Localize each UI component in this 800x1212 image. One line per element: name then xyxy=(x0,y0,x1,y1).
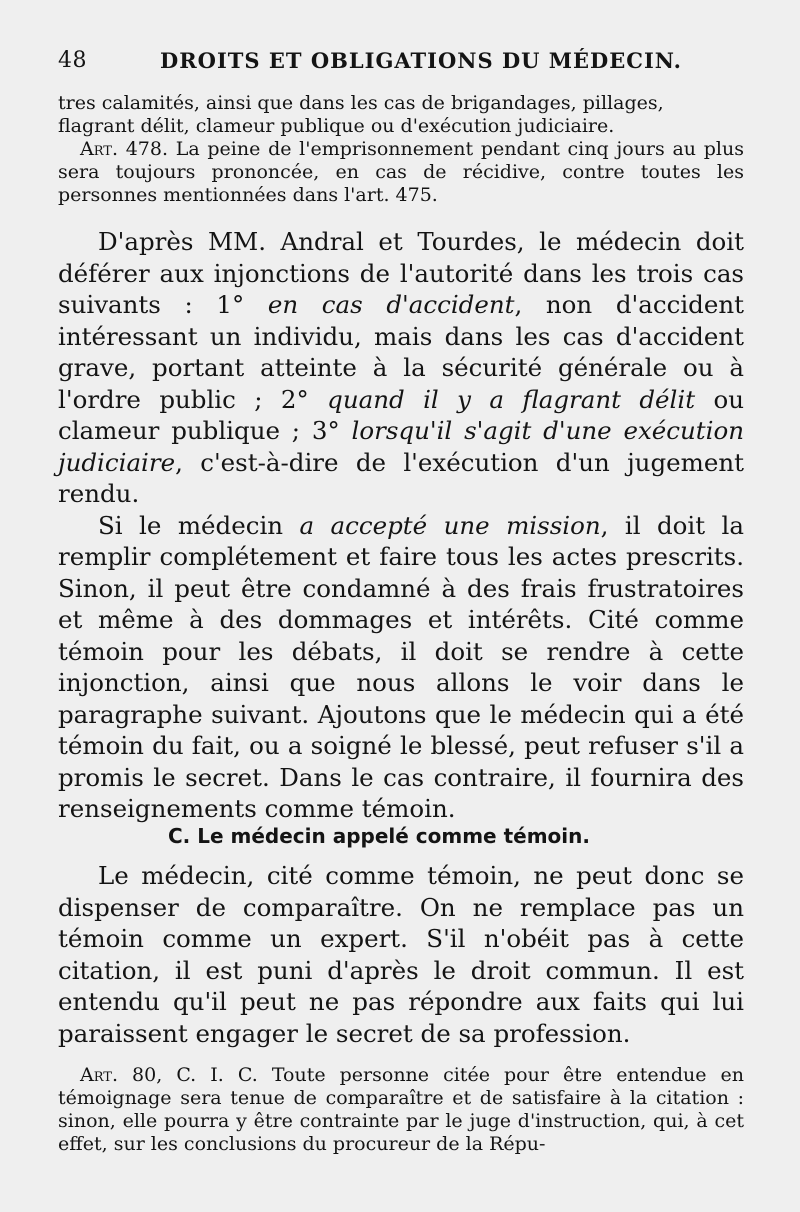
running-title: DROITS ET OBLIGATIONS DU MÉDECIN. xyxy=(160,48,682,73)
article-478 xyxy=(58,138,744,207)
para2-text-2: , il doit la remplir complétement et faire tous les actes prescrits. Sinon, il peut être condamné à des frais frustratoires et même à des dommages et intérêts. Cité comme témoin pour les débats, il doit se rendre à cette injonction, ainsi que nous allons le voir dans le paragraphe suivant. Ajoutons que le médecin qui a été témoin du fait, ou a soigné le blessé, peut refuser s'il a promis le secret. Dans le cas contraire, il fournira des renseignements comme témoin. xyxy=(58,510,744,823)
section-heading: C. Le médecin appelé comme témoin. xyxy=(168,824,590,848)
article-478-text: La peine de l'emprisonnement pendant cinq jours au plus sera toujours prononcée, en cas de récidive, contre toutes les personnes mentionnées dans l'art. 475. xyxy=(58,138,744,206)
top-note-line-2: flagrant délit, clameur publique ou d'exécution judiciaire. xyxy=(58,115,615,137)
paragraph-mission xyxy=(58,510,744,825)
article-80-label: Art. 80, C. I. C. xyxy=(80,1064,258,1086)
main-text-upper xyxy=(58,226,744,825)
paragraph-andral-tourdes xyxy=(58,226,744,510)
top-note-line-1: tres calamités, ainsi que dans les cas de brigandages, pillages, xyxy=(58,92,664,114)
page-header xyxy=(56,44,746,78)
main-text-lower xyxy=(58,860,744,1049)
top-footnote-text xyxy=(58,92,744,207)
article-80 xyxy=(58,1064,744,1156)
para1-text-3: ou clameur publique ; 3° xyxy=(58,384,744,445)
page-number: 48 xyxy=(58,48,87,73)
article-478-label: Art. 478. xyxy=(80,138,169,160)
para1-italic-2: quand il y a flagrant délit xyxy=(327,384,696,414)
para1-text-1: D'après MM. Andral et Tourdes, le médecin doit déférer aux injonctions de l'autorité dans les trois cas suivants : 1° xyxy=(58,227,744,319)
paragraph-temoin: Le médecin, cité comme témoin, ne peut donc se dispenser de comparaître. On ne remplace pas un témoin comme un expert. S'il n'obéit pas à cette citation, il est puni d'après le droit commun. Il est entendu qu'il peut ne pas répondre aux faits qui lui paraissent engager le secret de sa profession. xyxy=(58,861,744,1048)
article-80-text: Toute personne citée pour être entendue en témoignage sera tenue de comparaître et de satisfaire à la citation : sinon, elle pourra y être contrainte par le juge d'instruction, qui, à cet effet, sur les conclusions du procureur de la Répu- xyxy=(58,1064,744,1155)
para2-text-1: Si le médecin xyxy=(98,510,300,540)
bottom-footnote-text xyxy=(58,1064,744,1156)
para1-italic-1: en cas d'accident xyxy=(267,290,515,319)
para1-italic-3: lorsqu'il s'agit d'une exécution judiciaire xyxy=(58,416,744,477)
para1-text-2: , non d'accident intéressant un individu, mais dans les cas d'accident grave, portant atteinte à la sécurité générale ou à l'ordre public ; 2° xyxy=(58,290,744,414)
para1-text-4: , c'est-à-dire de l'exécution d'un jugement rendu. xyxy=(58,447,744,508)
para2-italic-1: a accepté une mission xyxy=(299,510,601,540)
